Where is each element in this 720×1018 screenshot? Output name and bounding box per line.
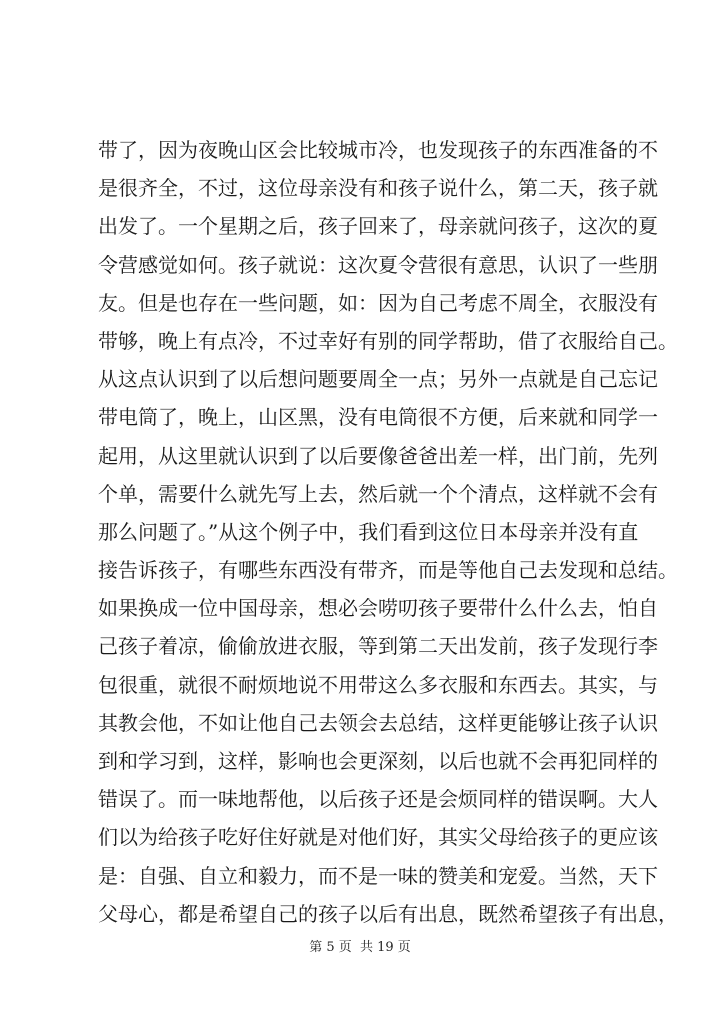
text-line: 带了，因为夜晚山区会比较城市冷，也发现孩子的东西准备的不 — [98, 138, 658, 162]
text-line: 出发了。一个星期之后，孩子回来了，母亲就问孩子，这次的夏 — [98, 214, 658, 239]
page-number: 第 5 页 — [309, 940, 352, 955]
text-line: 如果换成一位中国母亲，想必会唠叨孩子要带什么什么去，怕自 — [98, 596, 658, 621]
text-line: 带电筒了，晚上，山区黑，没有电筒很不方便，后来就和同学一 — [98, 405, 658, 430]
page-footer — [0, 936, 720, 955]
text-line: 接告诉孩子，有哪些东西没有带齐，而是等他自己去发现和总结。 — [98, 558, 678, 583]
text-line: 其教会他，不如让他自己去领会去总结，这样更能够让孩子认识 — [98, 710, 658, 735]
text-line: 令营感觉如何。孩子就说：这次夏令营很有意思，认识了一些朋 — [98, 252, 658, 277]
text-line: 个单，需要什么就先写上去，然后就一个个清点，这样就不会有 — [98, 481, 658, 506]
text-line: 友。但是也存在一些问题，如：因为自己考虑不周全，衣服没有 — [98, 290, 658, 315]
text-line: 到和学习到，这样，影响也会更深刻，以后也就不会再犯同样的 — [98, 749, 658, 773]
text-line: 错误了。而一味地帮他，以后孩子还是会烦同样的错误啊。大人 — [98, 787, 658, 812]
text-line: 起用，从这里就认识到了以后要像爸爸出差一样，出门前，先列 — [98, 443, 658, 468]
text-line: 带够，晚上有点冷，不过幸好有别的同学帮助，借了衣服给自己。 — [98, 328, 678, 353]
text-line: 们以为给孩子吃好住好就是对他们好，其实父母给孩子的更应该 — [98, 825, 658, 850]
text-line: 那么问题了。”从这个例子中，我们看到这位日本母亲并没有直 — [98, 519, 639, 544]
text-line: 是：自强、自立和毅力，而不是一味的赞美和宠爱。当然，天下 — [98, 863, 658, 888]
text-line: 己孩子着凉，偷偷放进衣服，等到第二天出发前，孩子发现行李 — [98, 634, 658, 659]
text-line: 是很齐全，不过，这位母亲没有和孩子说什么，第二天，孩子就 — [98, 176, 658, 201]
body-text — [98, 131, 678, 933]
text-line: 从这点认识到了以后想问题要周全一点；另外一点就是自己忘记 — [98, 367, 658, 392]
page-total: 共 19 页 — [359, 940, 411, 955]
text-line: 父母心，都是希望自己的孩子以后有出息，既然希望孩子有出息， — [98, 901, 678, 926]
text-line: 包很重，就很不耐烦地说不用带这么多衣服和东西去。其实，与 — [98, 672, 658, 697]
